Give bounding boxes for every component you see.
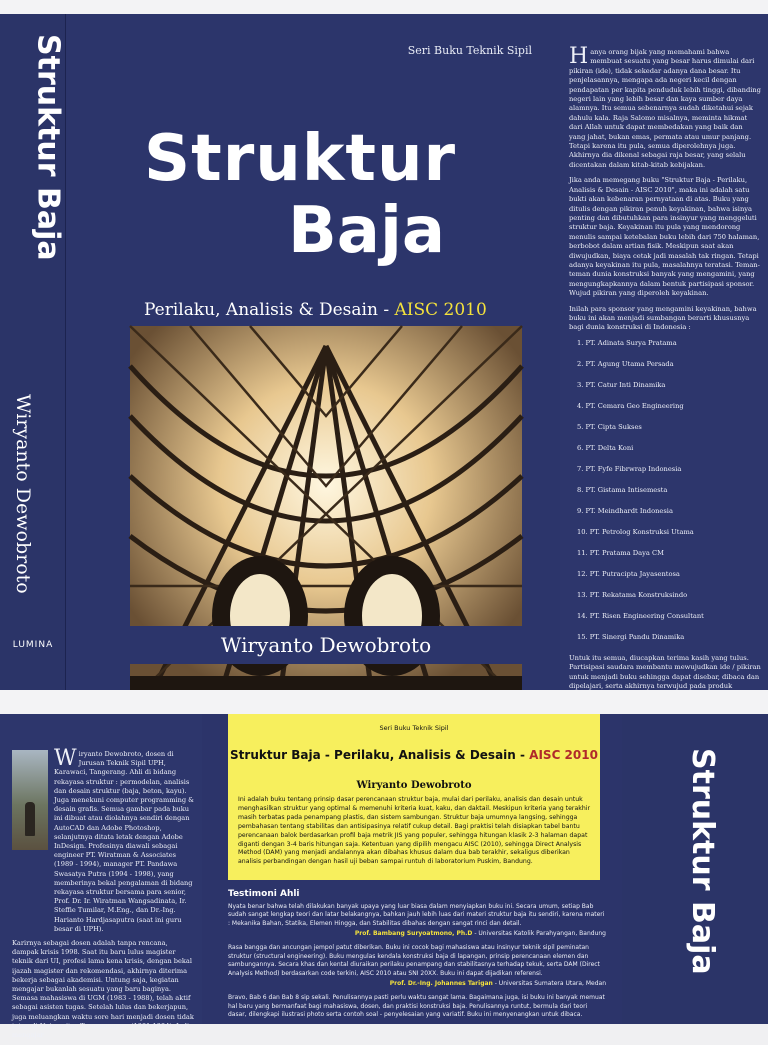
- back-flap-text: [569, 44, 761, 750]
- bio-paragraph-1: iryanto Dewobroto, dosen di Jurusan Teknik Sipil UPH, Karawaci, Tangerang. Ahli di bidang rekayasa struktur : permodelan, analisis dan desain struktur (baja, beton, kayu). Juga menekuni computer programming & desain grafis. Semua gambar pada buku ini dibuat atau diolahnya sendiri dengan AutoCAD dan Adobe Photoshop, selanjutnya ditata letak dengan Adobe InDesign. Profesinya diawali sebagai engineer PT. Wiratman & Associates (1989 - 1994), manager PT. Pandawa Swasatya Putra (1994 - 1998), yang memberinya bekal pengalaman di bidang rekayasa struktur bersama para senior, Prof. Dr. Ir. Wiratman Wangsadinata, Ir. Steffie Tumilar, M.Eng., dan Dr.-Ing. Harianto Hardjasaputra (saat ini guru besar di UPH).: [54, 750, 195, 933]
- publisher-logo: LUMINA: [12, 640, 54, 650]
- testimonial-2: Rasa bangga dan ancungan jempol patut diberikan. Buku ini cocok bagi mahasiswa atau insinyur teknik sipil peminatan struktur (structural engineering). Buku mengulas kendala konstruksi baja di lapangan, prinsip perencanaan elemen dan sambungannya. Secara khas dan kental diuraikan perilaku penampang dan stabilitasnya terhadap tekuk, serta DAM (Direct Analysis Method) berdasarkan code terkini, AISC 2010 atau SNI 20XX. Buku ini dapat dijadikan referensi.: [228, 943, 600, 977]
- spine-bottom: [622, 714, 768, 1024]
- sponsor-item: 7. PT. Fyfe Fibrwrap Indonesia: [577, 464, 682, 473]
- sponsor-list: [577, 339, 761, 642]
- sponsor-item: 8. PT. Gistama Intisemesta: [577, 485, 668, 494]
- drop-cap: H: [569, 44, 589, 69]
- sponsor-item: 1. PT. Adinata Surya Pratama: [577, 338, 677, 347]
- sponsor-item: 3. PT. Catur Inti Dinamika: [577, 380, 666, 389]
- sponsor-item: 9. PT. Meindhardt Indonesia: [577, 506, 673, 515]
- sponsor-item: 2. PT. Agung Utama Persada: [577, 359, 674, 368]
- blurb-box: [228, 768, 600, 880]
- spine-author: Wiryanto Dewobroto: [12, 394, 34, 594]
- back-title-text: Struktur Baja - Perilaku, Analisis & Desain -: [230, 748, 525, 762]
- middle-gap: [0, 690, 768, 714]
- blurb-author: Wiryanto Dewobroto: [356, 780, 472, 791]
- sponsor-item: 14. PT. Risen Engineering Consultant: [577, 611, 704, 620]
- cover-author: Wiryanto Dewobroto: [130, 626, 522, 664]
- author-flap: [0, 714, 202, 1040]
- spine-top: [0, 14, 66, 690]
- testimonial-1-signature: Prof. Bambang Suryoatmono, Ph.D - Universitas Katolik Parahyangan, Bandung: [354, 930, 606, 938]
- sponsor-item: 13. PT. Rekatama Konstruksindo: [577, 590, 688, 599]
- cover-title-line1: Struktur: [144, 122, 457, 196]
- testimonial-3: Bravo, Bab 6 dan Bab 8 sip sekali. Penulisannya pasti perlu waktu sangat lama. Bagaimana juga, isi buku ini banyak memuat hal baru yang bermanfaat bagi mahasiswa, dosen, dan praktisi konstruksi baja. Penulisannya runtut, bermula dari teori dasar, dilengkapi ilustrasi photo serta contoh soal - penyelesaian yang variatif. Buku ini menyenangkan untuk dibaca.: [228, 993, 605, 1019]
- back-cover-header: [228, 714, 600, 772]
- paragraph-3: Inilah para sponsor yang mengamini keyakinan, bahwa buku ini akan menjadi sumbangan berarti khususnya bagi dunia konstruksi di Indonesia :: [569, 304, 757, 332]
- blurb-text: Ini adalah buku tentang prinsip dasar perencanaan struktur baja, mulai dari perilaku, analisis dan desain untuk menghasilkan struktur yang optimal & memenuhi kriteria kuat, kaku, dan daktail. Meskipun kriteria yang terakhir masih terbatas pada penampang plastis, dan sistem sambungan. Struktur baja umumnya langsing, sehingga pembahasan tentang stabilitas dan antisipasinya relatif cukup detail. Bagi praktisi telah disiapkan tabel bantu perencanaan balok berdasarkan profil baja metrik JIS yang populer, sehingga hitungan klasik 2-3 halaman dapat diganti dengan 3-4 baris hitungan saja. Ketentuan yang dipilih mengacu AISC (2010), sehingga Direct Analysis Method (DAM) yang menjadi andalannya akan dibahas khusus dalam dua bab terakhir, sekaligus diberikan analisis perbandingan dengan hasil uji beban sampai runtuh di laboratorium Puskim, Bandung.: [238, 796, 591, 866]
- spine-bottom-title: Struktur Baja: [685, 748, 720, 975]
- paragraph-4: Untuk itu semua, diucapkan terima kasih yang tulus. Partisipasi saudara membantu mewujudkan ide / pikiran untuk menjadi buku sehingga dapat disebar, dibaca dan dipelajari, serta akhirnya terwujud pada produk: [569, 653, 761, 690]
- back-series-label: Seri Buku Teknik Sipil: [379, 724, 449, 732]
- bio-drop-cap: W: [54, 746, 77, 771]
- back-title-aisc: AISC 2010: [529, 748, 598, 762]
- testimonial-2-signature: Prof. Dr.-Ing. Johannes Tarigan - Universitas Sumatera Utara, Medan: [389, 980, 606, 988]
- paragraph-1: anya orang bijak yang memahami bahwa membuat sesuatu yang besar harus dimulai dari pikiran (ide), tidak sekedar adanya dana besar. Itu penjelasannya, mengapa ada negeri kecil dengan pendapatan per kapita penduduk lebih tinggi, dibanding negeri lain yang lebih besar dan kaya sumber daya alamnya. Itu semua sebenarnya sudah diketahui sejak dahulu kala. Raja Salomo misalnya, meminta hikmat dari Allah untuk dapat membedakan yang baik dan yang jahat, bukan emas, permata atau umur panjang. Tetapi karena itu pula, semua diperolehnya juga. Akhirnya dia dikenal sebagai raja besar, yang selalu dicentakan dalam kitab-kitab kebijakan.: [569, 48, 761, 169]
- bio-paragraph-2: Karirnya sebagai dosen adalah tanpa rencana, dampak krisis 1998. Saat itu baru lulus magister teknik dari UI, profesi lama kena krisis, dengan bekal ijazah magister dan rekomendasi, akhirnya diterima bekerja sebagai akademisi. Untung saja, kegiatan mengajar bukanlah sesuatu yang baru baginya. Semasa mahasiswa di UGM (1983 - 1988), telah aktif sebagai asisten tugas. Setelah lulus dan bekerjapun, juga meluangkan waktu sore hari menjadi dosen tidak tetap di Universitas Tarumanagara (1991-1994). Jadi mengajar: [12, 939, 194, 1040]
- testimonials: [228, 890, 606, 1022]
- author-bio: [12, 746, 196, 1045]
- spine-title: Struktur Baja: [30, 34, 66, 261]
- sponsor-item: 4. PT. Cemara Geo Engineering: [577, 401, 684, 410]
- cover-subtitle: [144, 300, 487, 320]
- sponsor-item: 6. PT. Delta Koni: [577, 443, 634, 452]
- series-label: Seri Buku Teknik Sipil: [407, 44, 532, 57]
- subtitle-aisc: AISC 2010: [394, 300, 487, 320]
- sponsor-item: 11. PT. Pratama Daya CM: [577, 548, 665, 557]
- cover-title-line2: Baja: [288, 194, 446, 268]
- testimonials-heading: Testimoni Ahli: [228, 889, 300, 899]
- top-margin: [0, 0, 768, 14]
- back-cover: [202, 714, 622, 1024]
- sponsor-item: 10. PT. Petrolog Konstruksi Utama: [577, 527, 694, 536]
- sponsor-item: 5. PT. Cipta Sukses: [577, 422, 642, 431]
- back-flap-sponsors: [560, 14, 768, 690]
- testimonial-1: Nyata benar bahwa telah dilakukan banyak upaya yang luar biasa dalam menyiapkan buku ini. Secara umum, setiap Bab sudah sangat lengkap teori dan latar belakangnya, bahkan jauh lebih luas dari materi struktur baja itu sendiri, karena materi : Mekanika Bahan, Statika, Elemen Hingga, dan Stabilitas dibahas dengan sangat rinci dan detail.: [228, 902, 605, 927]
- back-cover-title: [228, 748, 600, 762]
- sponsor-item: 12. PT. Putracipta Jayasentosa: [577, 569, 680, 578]
- front-cover: [66, 14, 560, 690]
- subtitle-text: Perilaku, Analisis & Desain -: [144, 300, 390, 320]
- paragraph-2: Jika anda memegang buku "Struktur Baja - Perilaku, Analisis & Desain - AISC 2010", maka ini adalah satu bukti akan kebenaran pernyataan di atas. Buku yang ditulis dengan pikiran penuh keyakinan, bahwa isinya penting dan dibutuhkan para insinyur yang menggeluti struktur baja. Keyakinan itu pula yang mendorong menulis sampai ketebalan buku lebih dari 750 halaman, berbobot dalam artian fisik. Meskipun saat akan diwujudkan, biaya cetak jadi masalah tak ringan. Tetapi adanya keyakinan itu pula, masalahnya teratasi. Teman-teman dunia konstruksi banyak yang mengamini, yang mengungkapkannya dalam bentuk partisipasi sponsor. Wujud pikiran yang diperoleh keyakinan.: [569, 176, 760, 298]
- sponsor-item: 15. PT. Sinergi Pandu Dinamika: [577, 632, 685, 641]
